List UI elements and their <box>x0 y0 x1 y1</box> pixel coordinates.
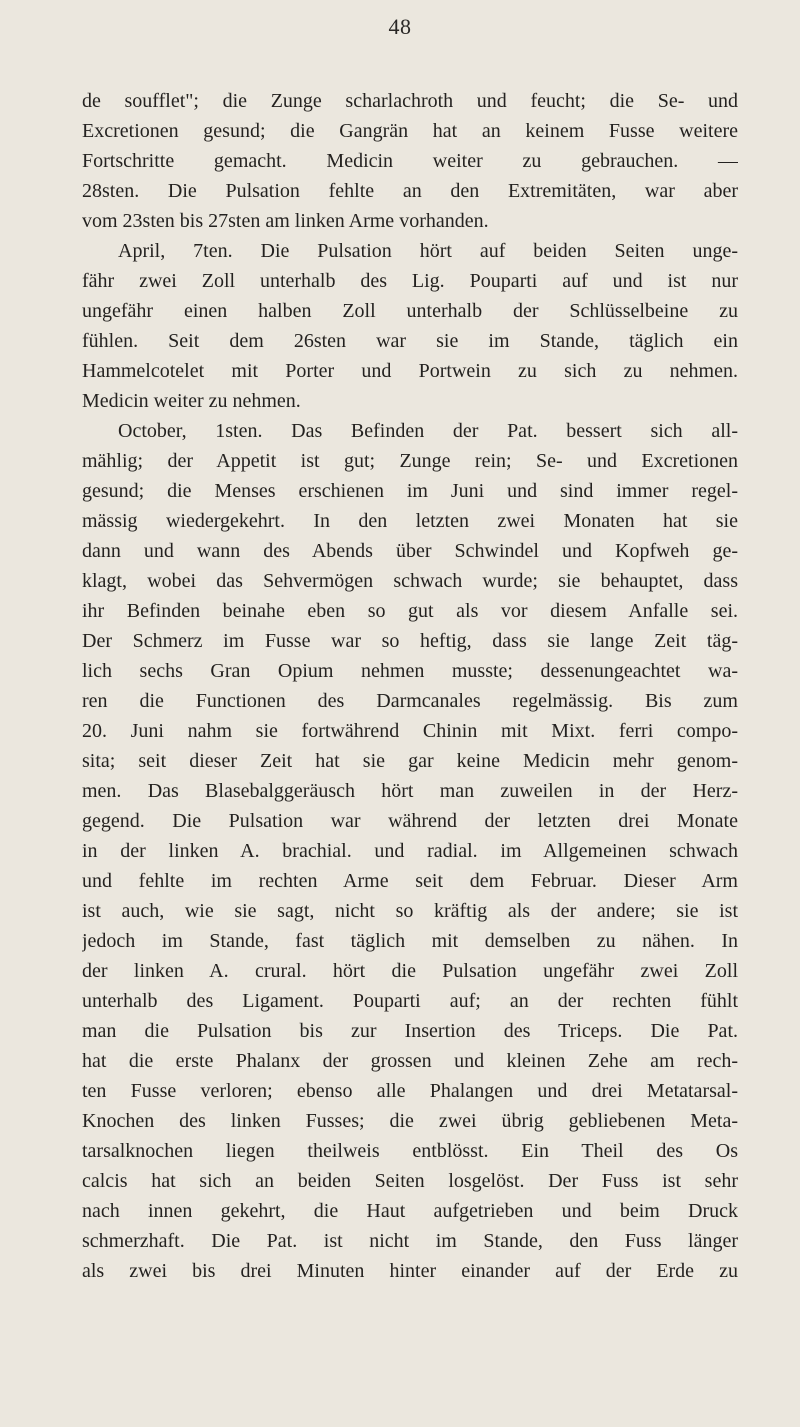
text-line: Knochen des linken Fusses; die zwei übrig gebliebenen Meta- <box>82 1110 738 1132</box>
text-line: ungefähr einen halben Zoll unterhalb der Schlüsselbeine zu <box>82 300 738 322</box>
text-line: und fehlte im rechten Arme seit dem Februar. Dieser Arm <box>82 870 738 892</box>
text-line: ihr Befinden beinahe eben so gut als vor diesem Anfalle sei. <box>82 600 738 622</box>
text-line: dann und wann des Abends über Schwindel und Kopfweh ge- <box>82 540 738 562</box>
text-line: Hammelcotelet mit Porter und Portwein zu sich zu nehmen. <box>82 360 738 382</box>
text-line: 20. Juni nahm sie fortwährend Chinin mit Mixt. ferri compo- <box>82 720 738 742</box>
text-line: als zwei bis drei Minuten hinter einander auf der Erde zu <box>82 1260 738 1282</box>
text-line: sita; seit dieser Zeit hat sie gar keine Medicin mehr genom- <box>82 750 738 772</box>
text-line: Medicin weiter zu nehmen. <box>82 390 301 412</box>
text-line: schmerzhaft. Die Pat. ist nicht im Stande, den Fuss länger <box>82 1230 738 1252</box>
body-text <box>82 86 738 1286</box>
text-line: ten Fusse verloren; ebenso alle Phalangen und drei Metatarsal- <box>82 1080 738 1102</box>
text-line: man die Pulsation bis zur Insertion des Triceps. Die Pat. <box>82 1020 738 1042</box>
text-line: der linken A. crural. hört die Pulsation ungefähr zwei Zoll <box>82 960 738 982</box>
text-line: calcis hat sich an beiden Seiten losgelöst. Der Fuss ist sehr <box>82 1170 738 1192</box>
text-line: Fortschritte gemacht. Medicin weiter zu gebrauchen. — <box>82 150 738 172</box>
text-line: 28sten. Die Pulsation fehlte an den Extremitäten, war aber <box>82 180 738 202</box>
text-line: nach innen gekehrt, die Haut aufgetrieben und beim Druck <box>82 1200 738 1222</box>
text-line: gegend. Die Pulsation war während der letzten drei Monate <box>82 810 738 832</box>
text-line: gesund; die Menses erschienen im Juni und sind immer regel- <box>82 480 738 502</box>
text-line: lich sechs Gran Opium nehmen musste; dessenungeachtet wa- <box>82 660 738 682</box>
text-line: de soufflet"; die Zunge scharlachroth und feucht; die Se- und <box>82 90 738 112</box>
text-line: April, 7ten. Die Pulsation hört auf beiden Seiten unge- <box>118 240 738 262</box>
text-line: tarsalknochen liegen theilweis entblösst. Ein Theil des Os <box>82 1140 738 1162</box>
text-line: men. Das Blasebalggeräusch hört man zuweilen in der Herz- <box>82 780 738 802</box>
text-line: jedoch im Stande, fast täglich mit demselben zu nähen. In <box>82 930 738 952</box>
text-line: fähr zwei Zoll unterhalb des Lig. Pouparti auf und ist nur <box>82 270 738 292</box>
text-line: Excretionen gesund; die Gangrän hat an keinem Fusse weitere <box>82 120 738 142</box>
text-line: mässig wiedergekehrt. In den letzten zwei Monaten hat sie <box>82 510 738 532</box>
text-line: klagt, wobei das Sehvermögen schwach wurde; sie behauptet, dass <box>82 570 738 592</box>
page-number: 48 <box>388 14 412 39</box>
text-line: fühlen. Seit dem 26sten war sie im Stande, täglich ein <box>82 330 738 352</box>
text-line: vom 23sten bis 27sten am linken Arme vorhanden. <box>82 210 489 232</box>
text-line: unterhalb des Ligament. Pouparti auf; an der rechten fühlt <box>82 990 738 1012</box>
text-line: ren die Functionen des Darmcanales regelmässig. Bis zum <box>82 690 738 712</box>
text-line: October, 1sten. Das Befinden der Pat. bessert sich all- <box>118 420 738 442</box>
text-line: ist auch, wie sie sagt, nicht so kräftig als der andere; sie ist <box>82 900 738 922</box>
text-line: mählig; der Appetit ist gut; Zunge rein; Se- und Excretionen <box>82 450 738 472</box>
text-line: in der linken A. brachial. und radial. im Allgemeinen schwach <box>82 840 738 862</box>
text-line: Der Schmerz im Fusse war so heftig, dass sie lange Zeit täg- <box>82 630 738 652</box>
text-line: hat die erste Phalanx der grossen und kleinen Zehe am rech- <box>82 1050 738 1072</box>
